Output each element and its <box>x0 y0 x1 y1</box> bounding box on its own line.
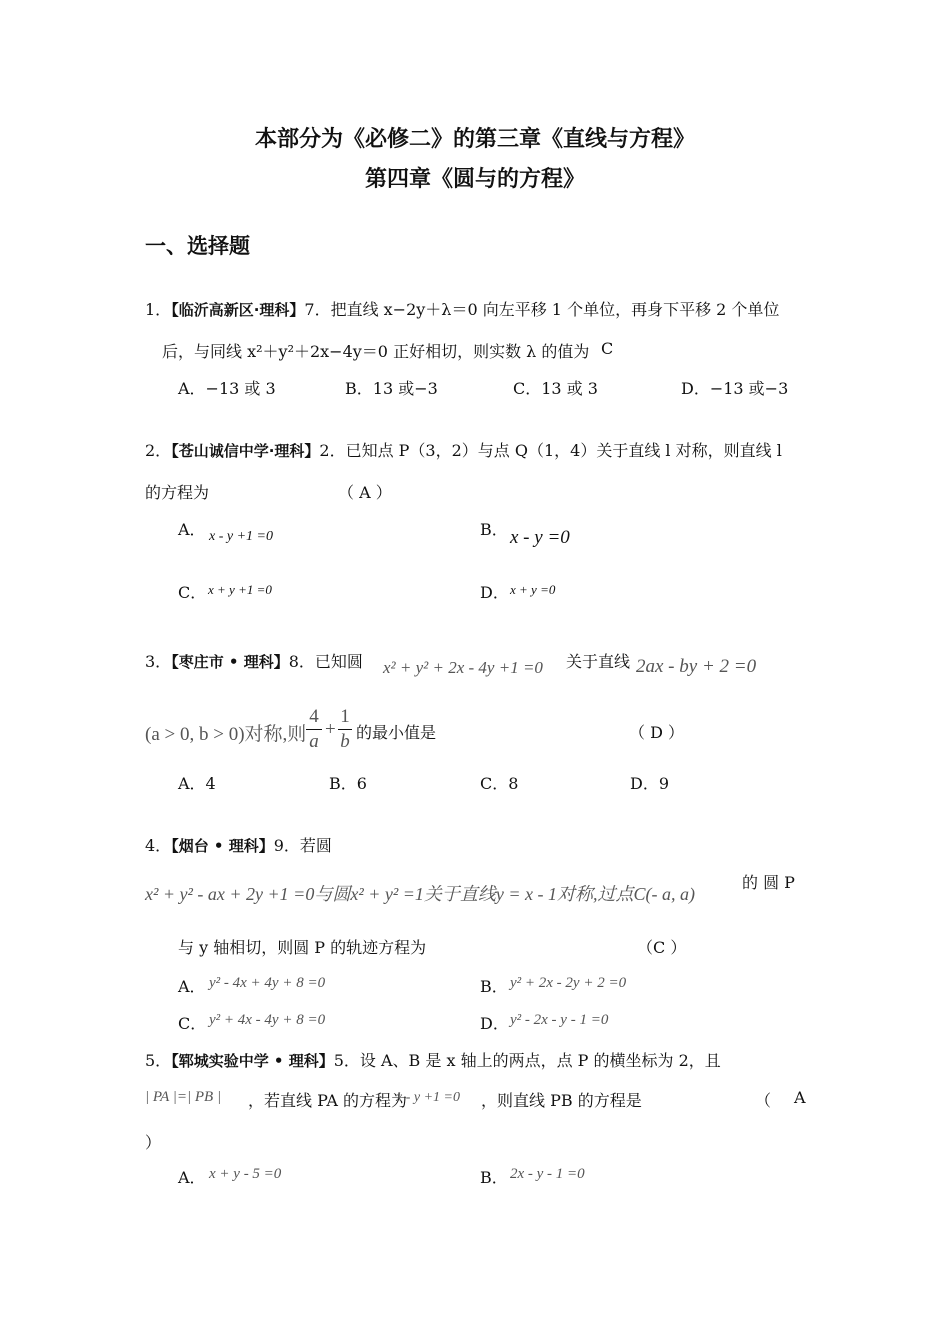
question-5-answer: A <box>794 1088 806 1107</box>
question-4-line2: 与 y 轴相切，则圆 P 的轨迹方程为 <box>178 938 427 957</box>
q4-option-d-math: y² - 2x - y - 1 =0 <box>510 1012 609 1028</box>
q3-text-post: 的最小值是 <box>356 723 437 742</box>
q5-option-b-label: B． <box>480 1168 508 1187</box>
q1-option-a: A．−13 或 3 <box>178 379 276 398</box>
q1-option-c: C．13 或 3 <box>513 379 598 398</box>
q5-paren-open: （ <box>755 1091 772 1110</box>
q4-text-trail: 的 圆 P <box>742 873 795 892</box>
q5-text-mid: ，若直线 PA 的方程为 <box>248 1091 408 1110</box>
q1-option-d: D．−13 或−3 <box>681 379 789 398</box>
question-text: 9．若圆 <box>273 836 332 855</box>
q3-circle-equation: x² + y² + 2x - 4y +1 =0 <box>383 658 543 677</box>
q5-option-a-math: x + y - 5 =0 <box>209 1166 282 1182</box>
question-text: 8．已知圆 <box>288 652 363 671</box>
question-2-line1 <box>145 438 782 461</box>
q5-pa-equation: x - y +1 =0 <box>396 1090 460 1105</box>
q2-option-d-label: D． <box>480 583 509 602</box>
q3-text-mid: 关于直线 <box>566 652 631 671</box>
question-number: 1． <box>145 300 172 319</box>
question-source-tag: 【烟台 • 理科】 <box>171 837 274 855</box>
question-4-line1 <box>145 833 332 856</box>
fraction-numerator: 4 <box>309 706 319 727</box>
q2-option-b-math: x - y =0 <box>510 527 570 548</box>
q4-option-c-math: y² + 4x - 4y + 8 =0 <box>209 1012 326 1028</box>
question-2-line2: 的方程为 <box>145 483 210 502</box>
q2-option-b-label: B． <box>480 520 508 539</box>
q2-option-a-math: x - y +1 =0 <box>209 529 273 544</box>
q4-equation: x² + y² - ax + 2y +1 =0与圆x² + y² =1关于直线y = x - 1对称,过点C(- a, a) <box>145 884 696 904</box>
q1-option-b: B．13 或−3 <box>345 379 438 398</box>
question-3-answer: （ D ） <box>629 723 685 742</box>
question-source-tag: 【枣庄市 • 理科】 <box>171 653 289 671</box>
question-number: 3． <box>145 652 172 671</box>
q4-option-b-math: y² + 2x - 2y + 2 =0 <box>510 975 627 991</box>
q2-option-a-label: A． <box>178 520 206 539</box>
fraction-denominator: a <box>309 731 319 752</box>
q4-option-d-label: D． <box>480 1014 509 1033</box>
q4-option-c-label: C． <box>178 1014 207 1033</box>
q3-option-c: C．8 <box>480 774 519 793</box>
q3-line-equation: 2ax - by + 2 =0 <box>636 656 757 677</box>
q4-option-a-math: y² - 4x + 4y + 8 =0 <box>209 975 326 991</box>
q3-plus: + <box>325 719 336 740</box>
page-title: 本部分为《必修二》的第三章《直线与方程》 <box>254 127 695 152</box>
q3-fraction-1 <box>306 706 322 753</box>
question-2-answer: （ A ） <box>338 483 392 502</box>
q2-option-d-math: x + y =0 <box>510 582 556 597</box>
question-3-line1 <box>145 649 363 672</box>
q3-option-a: A．4 <box>178 774 216 793</box>
q4-option-a-label: A． <box>178 977 206 996</box>
question-text: 7．把直线 x−2y＋λ＝0 向左平移 1 个单位，再身下平移 2 个单位 <box>304 300 780 319</box>
question-text: 2．已知点 P（3，2）与点 Q（1，4）关于直线 l 对称，则直线 l <box>319 441 782 460</box>
question-source-tag: 【临沂高新区·理科】 <box>171 301 305 319</box>
question-text: 后，与同线 x²＋y²＋2x−4y＝0 正好相切，则实数 λ 的值为 <box>162 342 590 361</box>
question-5-line1 <box>145 1048 721 1071</box>
question-number: 5． <box>145 1051 172 1070</box>
section-title: 一、选择题 <box>145 234 250 258</box>
q5-text-post: ，则直线 PB 的方程是 <box>481 1091 642 1110</box>
question-source-tag: 【苍山诚信中学·理科】 <box>171 442 320 460</box>
question-number: 2． <box>145 441 172 460</box>
q4-option-b-label: B． <box>480 977 508 996</box>
question-number: 4． <box>145 836 172 855</box>
fraction-denominator: b <box>340 731 350 752</box>
q2-option-c-label: C． <box>178 583 207 602</box>
fraction-numerator: 1 <box>340 706 350 727</box>
question-1-answer: C <box>601 339 614 358</box>
question-4-answer: （C ） <box>637 938 687 957</box>
q3-condition: (a > 0, b > 0)对称,则 <box>145 724 307 745</box>
q5-abs-condition: | PA |=| PB | <box>145 1089 222 1105</box>
q5-paren-close: ） <box>145 1133 162 1152</box>
q5-option-a-label: A． <box>178 1168 206 1187</box>
question-source-tag: 【郓城实验中学 • 理科】 <box>171 1052 334 1070</box>
q3-option-b: B．6 <box>329 774 367 793</box>
q3-fraction-2 <box>338 706 352 753</box>
question-1-line2 <box>162 339 589 362</box>
q3-option-d: D．9 <box>630 774 670 793</box>
page-subtitle: 第四章《圆与的方程》 <box>364 167 585 192</box>
q5-option-b-math: 2x - y - 1 =0 <box>510 1166 585 1182</box>
question-1-line1 <box>145 297 779 320</box>
question-text: 5．设 A、B 是 x 轴上的两点，点 P 的横坐标为 2，且 <box>333 1051 721 1070</box>
q2-option-c-math: x + y +1 =0 <box>208 582 272 597</box>
